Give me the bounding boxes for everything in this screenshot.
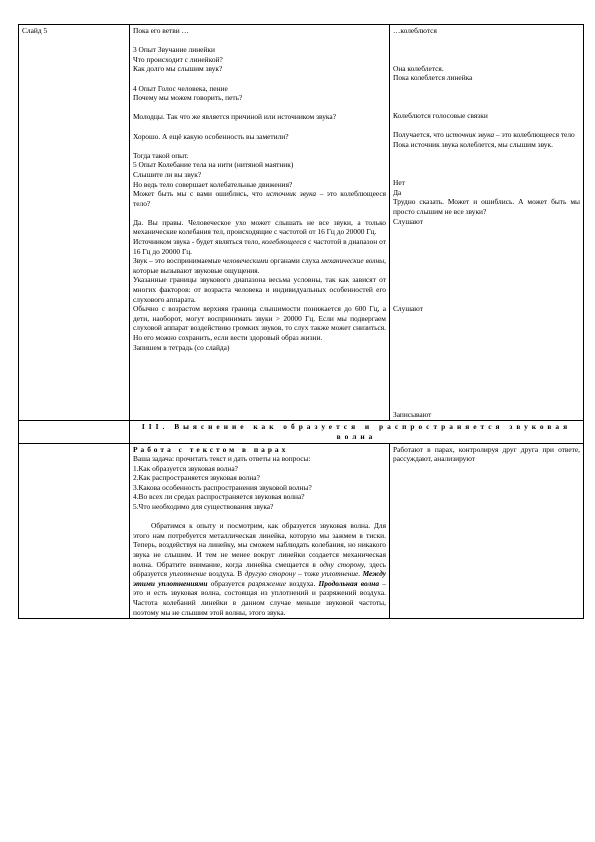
teacher-line: Пока его ветви … xyxy=(133,26,189,35)
teacher-line xyxy=(133,74,386,84)
paragraph: Источником звука - будет являться тело, колеблющееся с частотой в диапазон от 16 Гц до 20000 Гц. xyxy=(133,237,386,256)
student-line: Слушают xyxy=(393,304,423,314)
teacher-line xyxy=(133,122,386,132)
slide-label: Слайд 5 xyxy=(22,26,48,35)
teacher-line: Как долго мы слышим звук? xyxy=(133,64,223,74)
student-line: Записывают xyxy=(393,409,432,419)
paragraph: Запишем в тетрадь (со слайда) xyxy=(133,342,230,352)
question-item: 2.Как распространяется звуковая волна? xyxy=(133,473,260,483)
student-line: Трудно сказать. Может и ошиблись. А может быть мы просто слышим не все звуки? xyxy=(393,197,580,216)
table-row xyxy=(19,421,584,443)
section-title-cell xyxy=(130,421,584,443)
teacher-line: Тогда такой опыт. xyxy=(133,150,189,160)
table-row xyxy=(19,443,584,619)
lesson-table xyxy=(18,24,584,619)
student-line: Слушают xyxy=(393,216,423,226)
student-line: Колеблются голосовые связки xyxy=(393,110,488,120)
teacher-line: 4 Опыт Голос человека, пение xyxy=(133,83,228,93)
section-title: III. Выяснение как образуется и распространяется звуковая волна xyxy=(141,422,572,441)
student-line: Пока источник звука колеблется, мы слышим звук. xyxy=(393,139,553,149)
teacher-line: 5 Опыт Колебание тела на нити (нитяной маятник) xyxy=(133,160,294,170)
question-item: 5.Что необходимо для существования звука? xyxy=(133,502,274,512)
teacher-line: Хорошо. А ещё какую особенность вы заметили? xyxy=(133,131,289,141)
teacher-line: Молодцы. Так что же является причиной или источником звука? xyxy=(133,112,336,122)
student-line: Работают в парах, контролируя друг друга при ответе, рассуждают, анализируют xyxy=(393,444,580,464)
student-line: Она колеблется. xyxy=(393,63,444,73)
teacher-lines xyxy=(133,26,386,208)
student-line: …колеблются xyxy=(393,26,437,35)
table-row xyxy=(19,25,584,421)
student-line: Получается, что источник звука – это колеблющееся тело xyxy=(393,129,575,139)
teacher-line: Слышите ли вы звук? xyxy=(133,169,202,179)
task-text: Ваша задача: прочитать текст и дать ответы на вопросы: xyxy=(133,454,311,464)
teacher-line xyxy=(133,141,386,151)
question-item: 4.Во всех ли средах распространяется звуковая волна? xyxy=(133,492,305,502)
paragraph: Указанные границы звукового диапазона весьма условны, так как зависят от многих факторов: от возраста человека и индивидуальных особенностей его слухового аппарата. xyxy=(133,275,386,304)
student-activity-cell xyxy=(390,25,584,421)
paragraph: Звук – это воспринимаемые человеческими органами слуха механические волны, которые вызывают звуковые ощущения. xyxy=(133,256,386,275)
paragraph: Да. Вы правы. Человеческое ухо может слышать не все звуки, а только механические колебания тел, происходящие с частотой от 16 Гц до 20000 Гц. xyxy=(133,217,386,237)
student-line: Нет xyxy=(393,178,405,188)
teacher-line: Может быть мы с вами ошиблись, что источник звука – это колеблющееся тело? xyxy=(133,189,386,208)
paragraph: Обычно с возрастом верхняя граница слышимости понижается до 600 Гц, а дети, наоборот, могут воспринимать звуки > 20000 Гц. Если мы подвергаем слуховой аппарат воздействию громких звуков, то слух также может снизиться. Но его можно сохранить, если вести здоровый образ жизни. xyxy=(133,304,386,342)
teacher-line xyxy=(133,103,386,113)
student-line: Пока колеблется линейка xyxy=(393,73,473,83)
reading-text: Обратимся к опыту и посмотрим, как образуется звуковая волна. Для этого нам потребуется металлическая линейка, которую мы зажмем в тиски. Теперь, воздействуя на линейку, мы сможем наблюдать колебания, но никакого звука не слышим. И тем не менее вокруг линейки создается механическая волна. Обратите внимание, когда линейка смещается в одну сторону, здесь образуется уплотнение воздуха. В другую сторону – тоже уплотнение. Между этими уплотнениями образуется разряжение воздуха. Продольная волна – это и есть звуковая волна, состоящая из уплотнений и разряжений воздуха. Частота колебаний линейки в данном случае меньше звуковой частоты, поэтому мы не слышим этой волны, этого звука. xyxy=(133,521,387,617)
subsection-title: Работа с текстом в парах xyxy=(133,444,289,454)
teacher-activity-cell xyxy=(130,443,390,619)
student-line: Да xyxy=(393,187,402,197)
slide-cell xyxy=(19,25,130,421)
student-activity-cell xyxy=(390,443,584,619)
teacher-line: 3 Опыт Звучание линейки xyxy=(133,45,215,55)
empty-cell xyxy=(19,421,130,443)
question-item: 1.Как образуется звуковая волна? xyxy=(133,463,238,473)
empty-cell xyxy=(19,443,130,619)
teacher-line xyxy=(133,36,386,46)
teacher-line: Что происходит с линейкой? xyxy=(133,54,223,64)
teacher-activity-cell xyxy=(130,25,390,421)
teacher-line: Но ведь тело совершает колебательные движения? xyxy=(133,179,293,189)
question-item: 3.Какова особенность распространения звуковой волны? xyxy=(133,482,312,492)
teacher-line: Почему мы можем говорить, петь? xyxy=(133,93,243,103)
